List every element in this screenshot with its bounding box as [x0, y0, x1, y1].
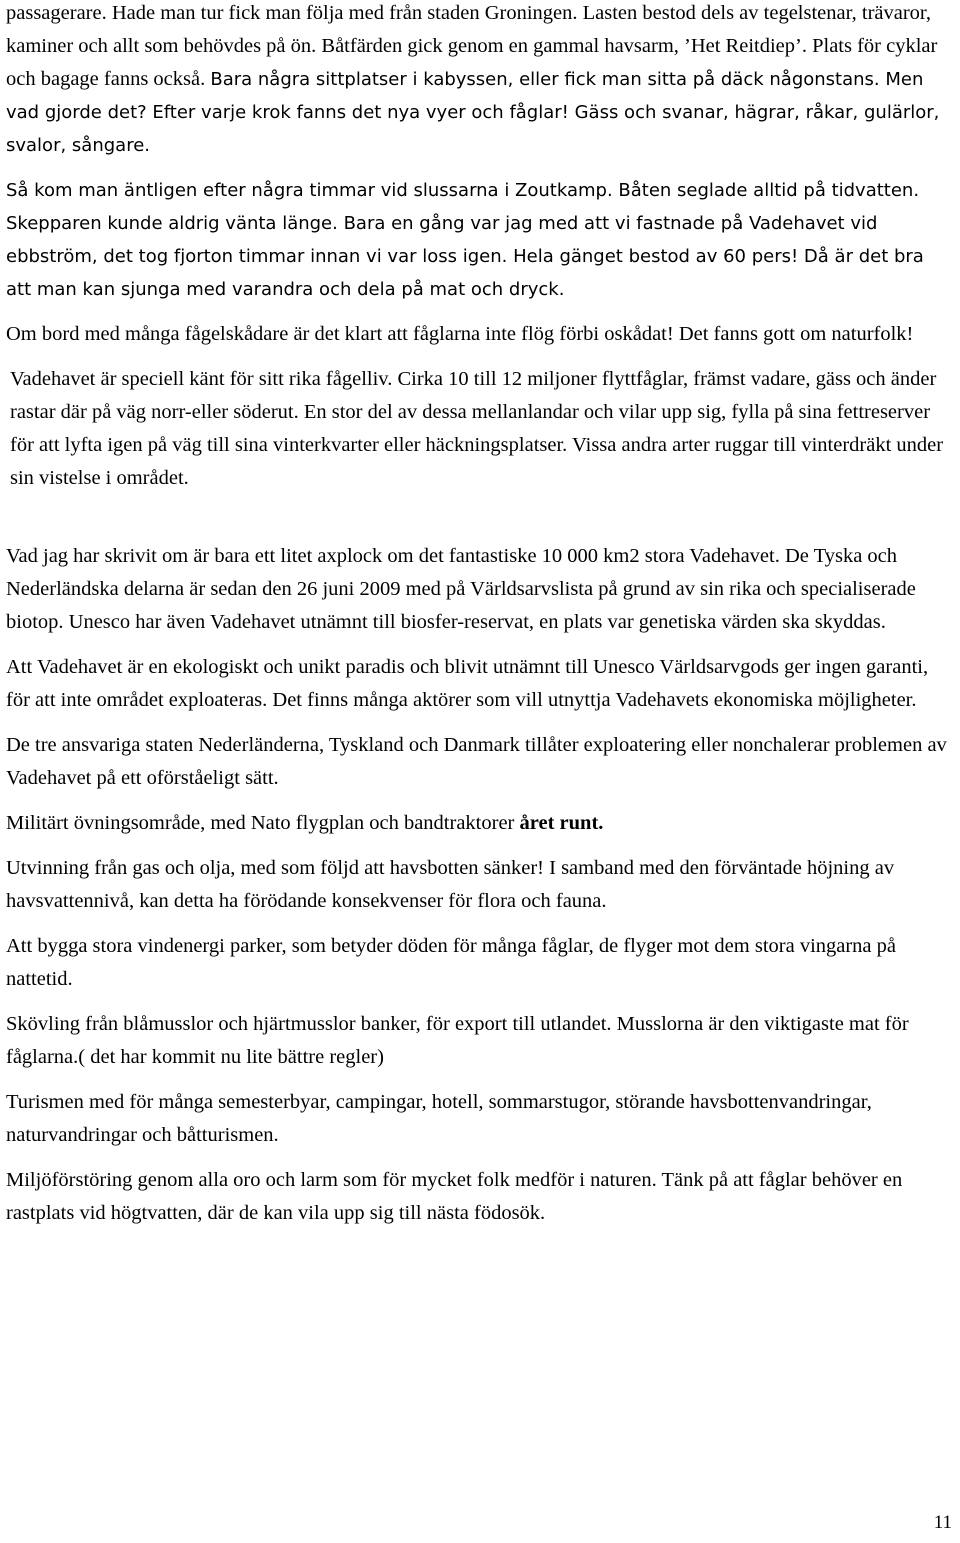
paragraph [6, 540, 951, 639]
document-body [6, 0, 951, 1242]
text-run: Så kom man äntligen efter några timmar vid slussarna i Zoutkamp. Båten seglade alltid på tidvatten. Skepparen kunde aldrig vänta länge. Bara en gång var jag med att vi fastnade på Vadehavet vid ebbström, det tog fjorton timmar innan vi var loss igen. Hela gänget bestod av 60 pers! Då är det bra att man kan sjunga med varandra och dela på mat och dryck. [6, 180, 924, 300]
text-run: Vadehavet är speciell känt för sitt rika fågelliv. Cirka 10 till 12 miljoner flyttfåglar, främst vadare, gäss och änder rastar där på väg norr-eller söderut. En stor del av dessa mellanlandar och vilar upp sig, fylla på sina fettreserver för att lyfta igen på väg till sina vinterkvarter eller häckningsplatser. Vissa andra arter ruggar till vinterdräkt under sin vistelse i området. [10, 368, 944, 489]
text-run: De tre ansvariga staten Nederländerna, Tyskland och Danmark tillåter exploatering eller nonchalerar problemen av Vadehavet på ett oförståeligt sätt. [6, 734, 947, 789]
paragraph [6, 729, 951, 795]
paragraph [6, 930, 951, 996]
text-run: Att Vadehavet är en ekologiskt och unikt paradis och blivit utnämnt till Unesco Världsarvgods ger ingen garanti, för att inte området exploateras. Det finns många aktörer som vill utnyttja Vadehavets ekonomiska möjligheter. [6, 656, 929, 711]
text-run: Militärt övningsområde, med Nato flygplan och bandtraktorer [6, 812, 520, 834]
paragraph [6, 174, 951, 306]
text-run: Miljöförstöring genom alla oro och larm som för mycket folk medför i naturen. Tänk på att fåglar behöver en rastplats vid högtvatten, där de kan vila upp sig till nästa födosök. [6, 1169, 903, 1224]
paragraph [6, 651, 951, 717]
paragraph [6, 318, 951, 351]
paragraph [6, 852, 951, 918]
text-run: Att bygga stora vindenergi parker, som betyder döden för många fåglar, de flyger mot dem stora vingarna på nattetid. [6, 935, 897, 990]
text-run: Skövling från blåmusslor och hjärtmusslor banker, för export till utlandet. Musslorna är den viktigaste mat för fåglarna.( det har kommit nu lite bättre regler) [6, 1013, 909, 1068]
text-run: Turismen med för många semesterbyar, campingar, hotell, sommarstugor, störande havsbottenvandringar, naturvandringar och båtturismen. [6, 1091, 872, 1146]
paragraph [6, 1086, 951, 1152]
text-run: Utvinning från gas och olja, med som följd att havsbotten sänker! I samband med den förväntade höjning av havsvattennivå, kan detta ha förödande konsekvenser för flora och fauna. [6, 857, 895, 912]
text-run: passagerare. Hade man tur fick man följa med från staden Groningen. Lasten bestod dels av tegelstenar, trävaror, kaminer och allt som behövdes på ön. Båtfärden gick genom en gammal havsarm, ’Het Reitdiep’. Plats för cyklar och bagage fanns också. [6, 2, 938, 90]
text-run: Bara några sittplatser i kabyssen, eller fick man sitta på däck någonstans. Men vad gjorde det? Efter varje krok fanns det nya vyer och fåglar! Gäss och svanar, hägrar, råkar, gulärlor, svalor, sångare. [6, 69, 940, 156]
paragraph [6, 1008, 951, 1074]
paragraph [6, 0, 951, 162]
page-number: 11 [933, 1512, 952, 1533]
bold-text-run: året runt. [519, 812, 604, 834]
paragraph [6, 363, 951, 495]
text-run: Om bord med många fågelskådare är det klart att fåglarna inte flög förbi oskådat! Det fanns gott om naturfolk! [6, 323, 914, 345]
paragraph [6, 1164, 951, 1230]
paragraph [6, 807, 951, 840]
text-run: Vad jag har skrivit om är bara ett litet axplock om det fantastiske 10 000 km2 stora Vadehavet. De Tyska och Nederländska delarna är sedan den 26 juni 2009 med på Världsarvslista på grund av sin rika och specialiserade biotop. Unesco har även Vadehavet utnämnt till biosfer-reservat, en plats var genetiska värden ska skyddas. [6, 545, 916, 633]
